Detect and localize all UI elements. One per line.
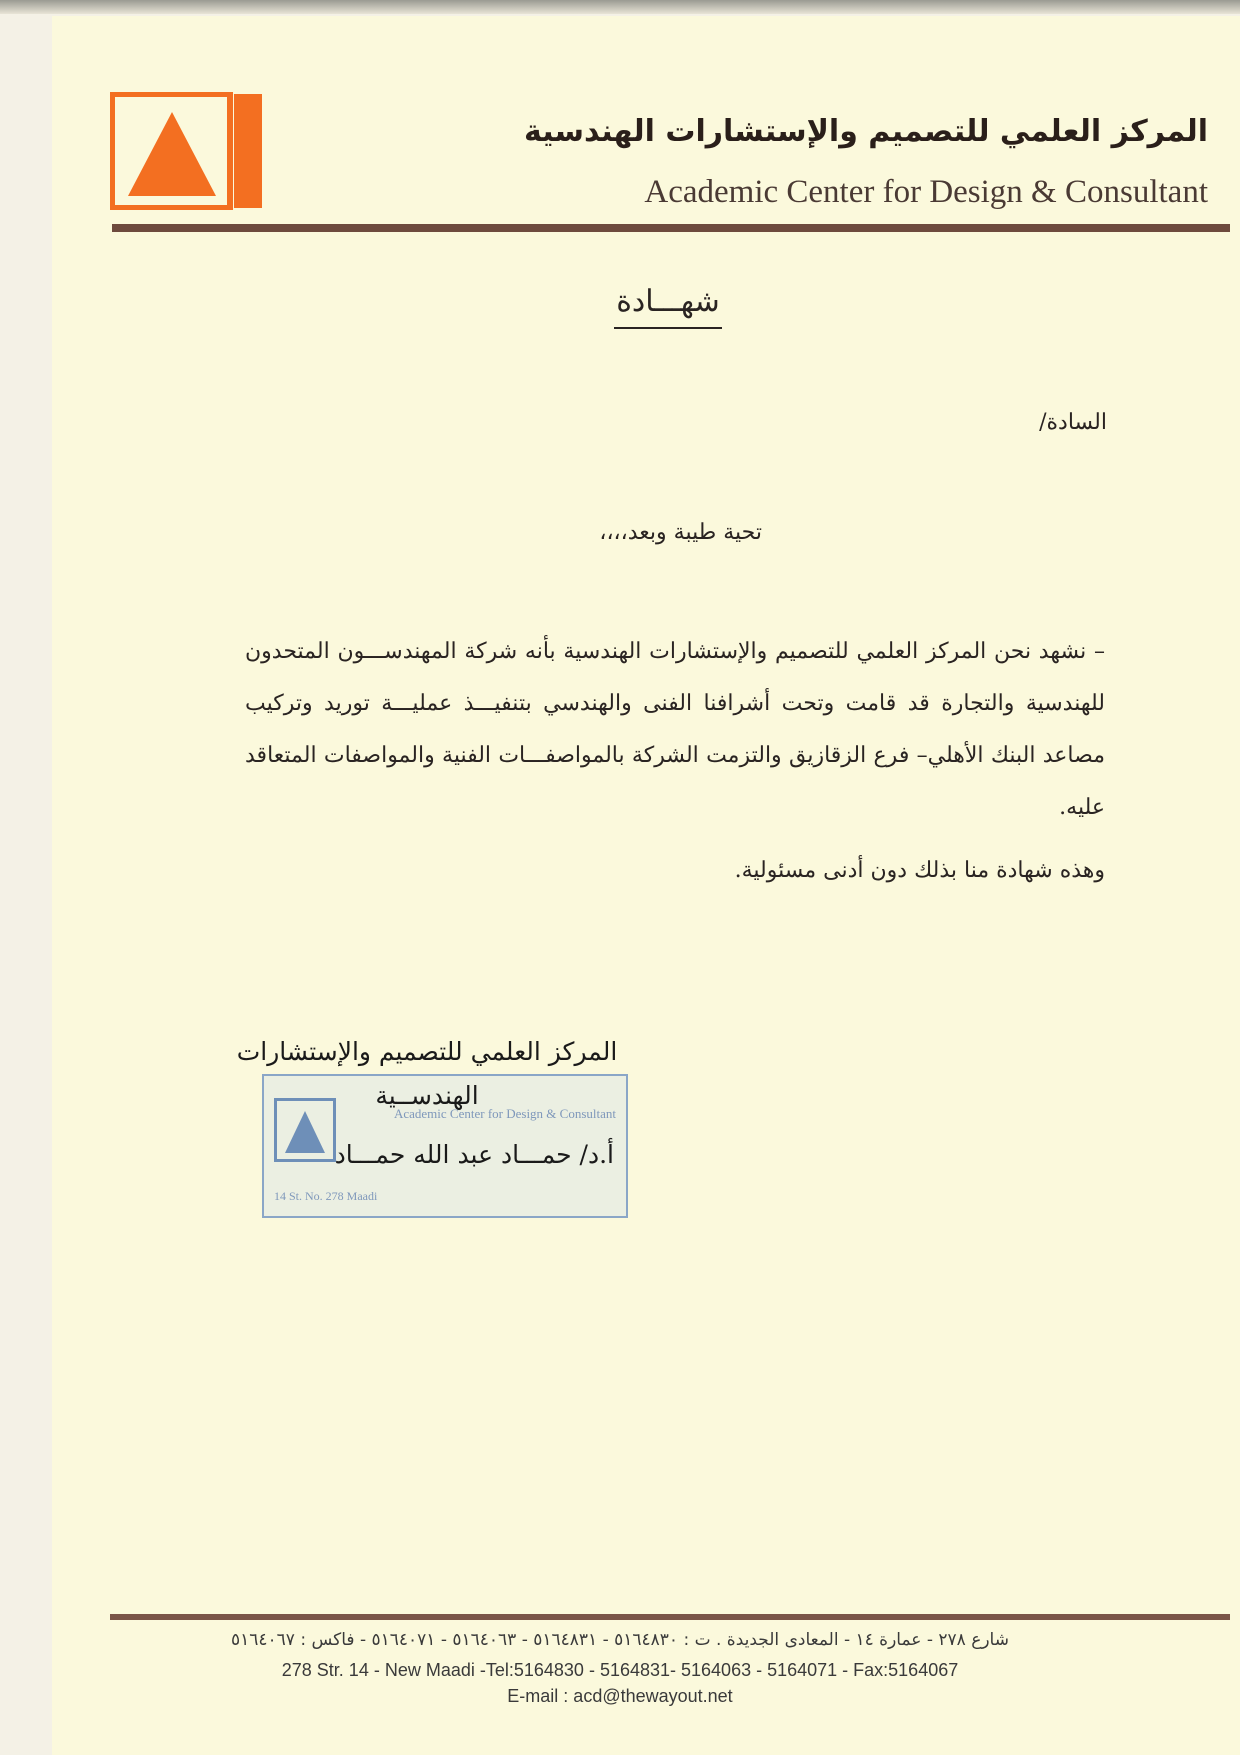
company-logo: [110, 92, 264, 210]
letterhead-divider: [112, 224, 1230, 232]
closing-statement: وهذه شهادة منا بذلك دون أدنى مسئولية.: [734, 858, 1105, 883]
letterhead-title-english: Academic Center for Design & Consultant: [644, 174, 1208, 210]
greeting: تحية طيبة وبعد،،،،: [599, 520, 762, 545]
letter-page: [52, 16, 1240, 1755]
signature-block: [232, 1030, 632, 1230]
signature-org-line-1: المركز العلمي للتصميم والإستشارات: [236, 1037, 618, 1066]
stamp-name-english: Academic Center for Design & Consultant: [393, 1106, 616, 1121]
footer-email: E-mail : acd@thewayout.net: [507, 1686, 733, 1706]
signature-org-line-2: الهندســية: [375, 1081, 479, 1110]
signature-organization: [232, 1030, 622, 1118]
stamp-address: 14 St. No. 278 Maadi: [274, 1189, 378, 1203]
letterhead-title-arabic: المركز العلمي للتصميم والإستشارات الهندسية: [524, 114, 1208, 149]
footer-address-english: 278 Str. 14 - New Maadi -Tel:5164830 - 5164831- 5164063 - 5164071 - Fax:5164067: [281, 1660, 959, 1680]
signatory-name: أ.د/ حمـــاد عبد الله حمـــاد: [334, 1140, 614, 1169]
footer-divider: [110, 1614, 1230, 1620]
certificate-body: – نشهد نحن المركز العلمي للتصميم والإستشارات الهندسية بأنه شركة المهندســـون المتحدون للهندسية والتجارة قد قامت وتحت أشرافنا الفنى والهندسي بتنفيـــذ عمليـــة توريد وتركيب مصاعد البنك الأهلي– فرع الزقازيق والتزمت الشركة بالمواصفـــات الفنية والمواصفات المتعاقد عليه.: [245, 639, 1106, 820]
salutation: السادة/: [1039, 410, 1107, 435]
certificate-title: شهـــادة: [614, 284, 722, 329]
page-top-edge: [0, 0, 1240, 14]
footer-address-arabic: شارع ٢٧٨ - عمارة ١٤ - المعادى الجديدة . ت : ٥١٦٤٨٣٠ - ٥١٦٤٨٣١ - ٥١٦٤٠٦٣ - ٥١٦٤٠٧١ - فاكس : ٥١٦٤٠٦٧: [231, 1630, 1009, 1650]
